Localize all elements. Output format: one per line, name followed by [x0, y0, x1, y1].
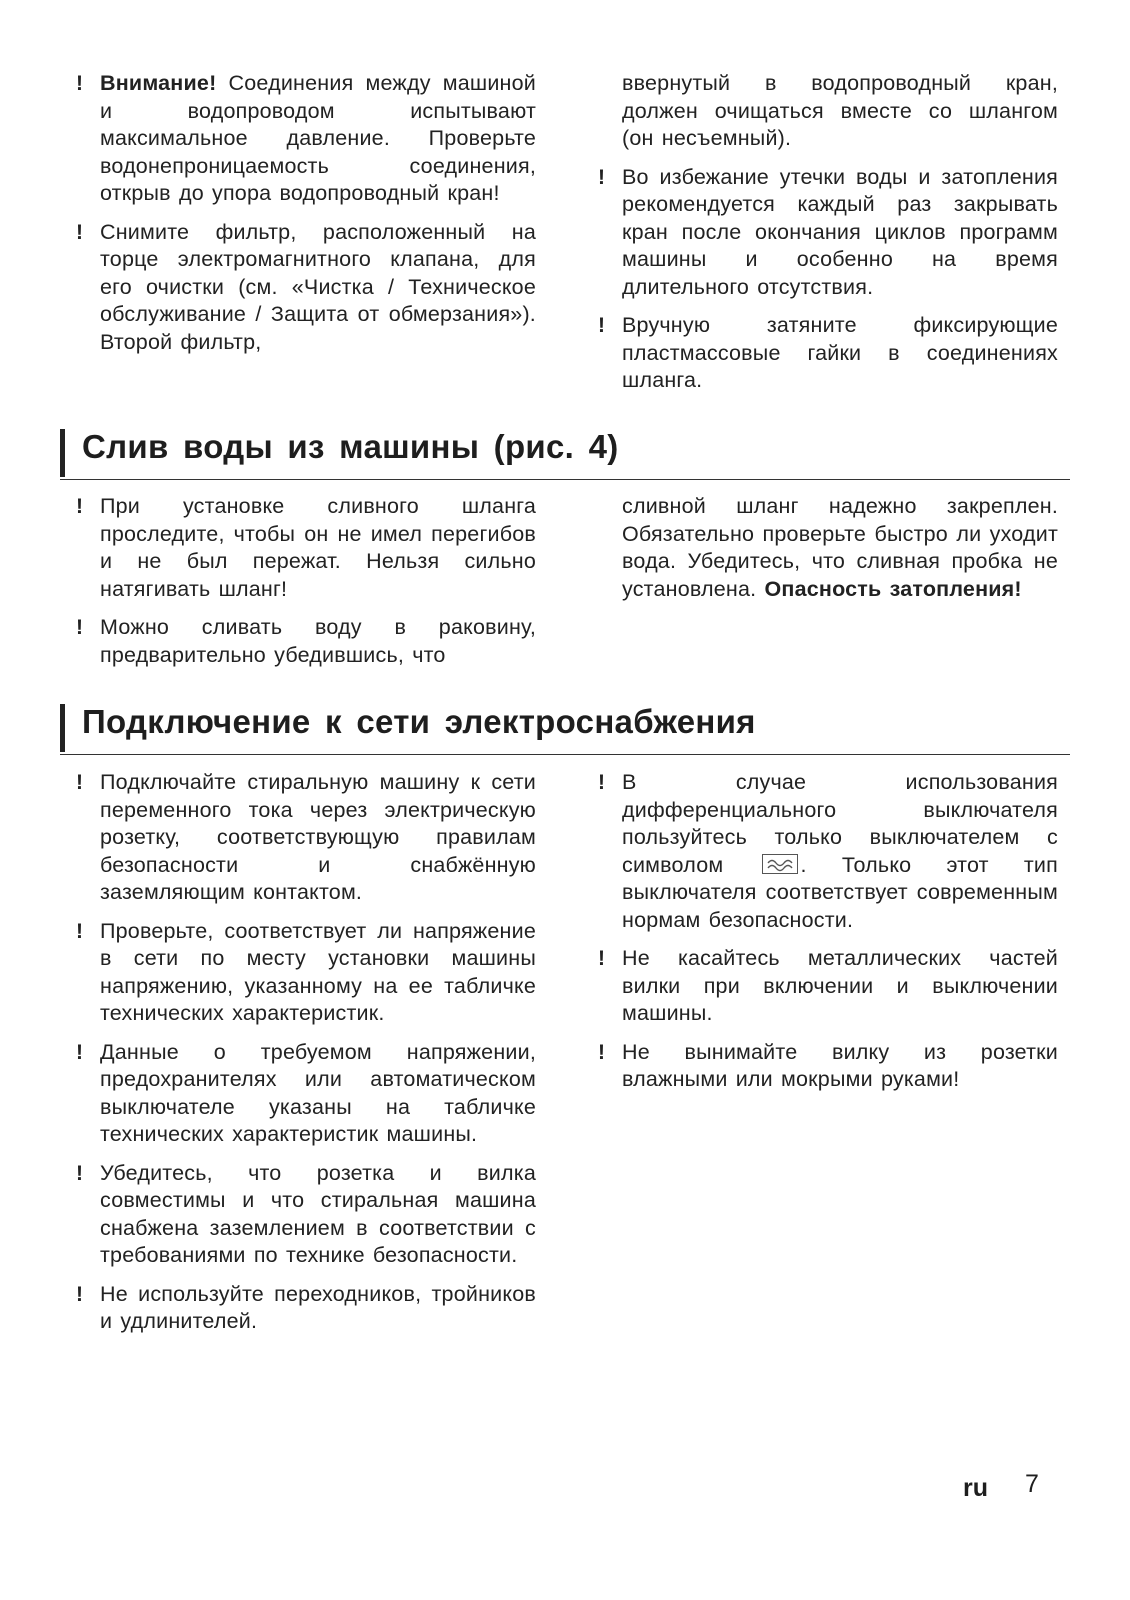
- list-item: ! При установке сливного шланга проследите, чтобы он не имел перегибов и не был пережат. Нельзя сильно натягивать шланг!: [76, 494, 536, 601]
- list-item: ! Не вынимайте вилку из розетки влажными или мокрыми руками!: [598, 1039, 1058, 1091]
- list-item: ! Подключайте стиральную машину к сети переменного тока через электрическую розетку, соответствующую правилам безопасности и снабжённую заземляющим контактом.: [76, 770, 536, 904]
- exclamation-icon: !: [76, 220, 83, 244]
- section-heading-power: [60, 702, 1070, 755]
- exclamation-icon: !: [598, 1040, 605, 1064]
- exclamation-icon: !: [76, 1161, 83, 1185]
- heading-title: Подключение к сети электроснабжения: [82, 703, 756, 740]
- exclamation-icon: !: [76, 616, 83, 639]
- page-number: 7: [1025, 1470, 1039, 1498]
- list-item: ! Не касайтесь металлических частей вилки при включении и выключении машины.: [598, 946, 1058, 1025]
- exclamation-icon: !: [76, 1282, 83, 1306]
- differential-switch-symbol-icon: [762, 854, 798, 874]
- list-item: ! Можно сливать воду в раковину, предварительно убедившись, что: [76, 615, 536, 667]
- exclamation-icon: !: [76, 495, 83, 518]
- list-item: ! Во избежание утечки воды и затопления рекомендуется каждый раз закрывать кран после окончания циклов программ машины и особенно на время длительного отсутствия.: [598, 164, 1058, 299]
- exclamation-icon: !: [598, 947, 605, 970]
- list-item-continuation: сливной шланг надежно закреплен. Обязательно проверьте быстро ли уходит вода. Убедитесь, что сливная пробка не установлена. Опасность затопления!: [622, 494, 1058, 601]
- heading-title: Слив воды из машины (рис. 4): [82, 428, 619, 465]
- list-item: ! Проверьте, соответствует ли напряжение в сети по месту установки машины напряжению, указанному на ее табличке технических характеристик.: [76, 918, 536, 1025]
- column-left: [74, 769, 536, 1347]
- list-item: ! Убедитесь, что розетка и вилка совместимы и что стиральная машина снабжена заземлением в соответствии с требованиями по технике безопасности.: [76, 1160, 536, 1267]
- column-right: [596, 769, 1058, 1105]
- language-code: ru: [963, 1474, 988, 1502]
- heading-bar: [60, 704, 65, 752]
- list-item: ! В случае использования дифференциального выключателя пользуйтесь только выключателем с символом . Только этот тип выключателя соответствует современным нормам безопасности.: [598, 770, 1058, 932]
- list-item: ! Не используйте переходников, тройников и удлинителей.: [76, 1281, 536, 1333]
- exclamation-icon: !: [76, 919, 83, 943]
- column-left: [74, 70, 536, 367]
- heading-bar: [60, 429, 65, 477]
- section-heading-drain: [60, 427, 1070, 480]
- exclamation-icon: !: [76, 1040, 83, 1064]
- list-item: ! Данные о требуемом напряжении, предохранителях или автоматическом выключателе указаны на табличке технических характеристик машины.: [76, 1039, 536, 1146]
- list-item-continuation: ввернутый в водопроводный кран, должен очищаться вместе со шлангом (он несъемный).: [622, 71, 1058, 150]
- column-right: [596, 493, 1058, 614]
- exclamation-icon: !: [598, 771, 605, 794]
- list-item: ! Вручную затяните фиксирующие пластмассовые гайки в соединениях шланга.: [598, 313, 1058, 392]
- column-right: [596, 70, 1058, 406]
- exclamation-icon: !: [598, 314, 605, 337]
- exclamation-icon: !: [76, 72, 83, 95]
- danger-warning: Опасность затопления!: [764, 576, 1022, 601]
- column-left: [74, 493, 536, 680]
- warning-label: Внимание!: [100, 71, 217, 95]
- list-item: ! Внимание! Соединения между машиной и водопроводом испытывают максимальное давление. Проверьте водонепроницаемость соединения, открыв до упора водопроводный кран!: [76, 71, 536, 205]
- exclamation-icon: !: [76, 771, 83, 794]
- list-item: ! Снимите фильтр, расположенный на торце электромагнитного клапана, для его очистки (см. «Чистка / Техническое обслуживание / Защита от обмерзания»). Второй фильтр,: [76, 219, 536, 354]
- exclamation-icon: !: [598, 165, 605, 189]
